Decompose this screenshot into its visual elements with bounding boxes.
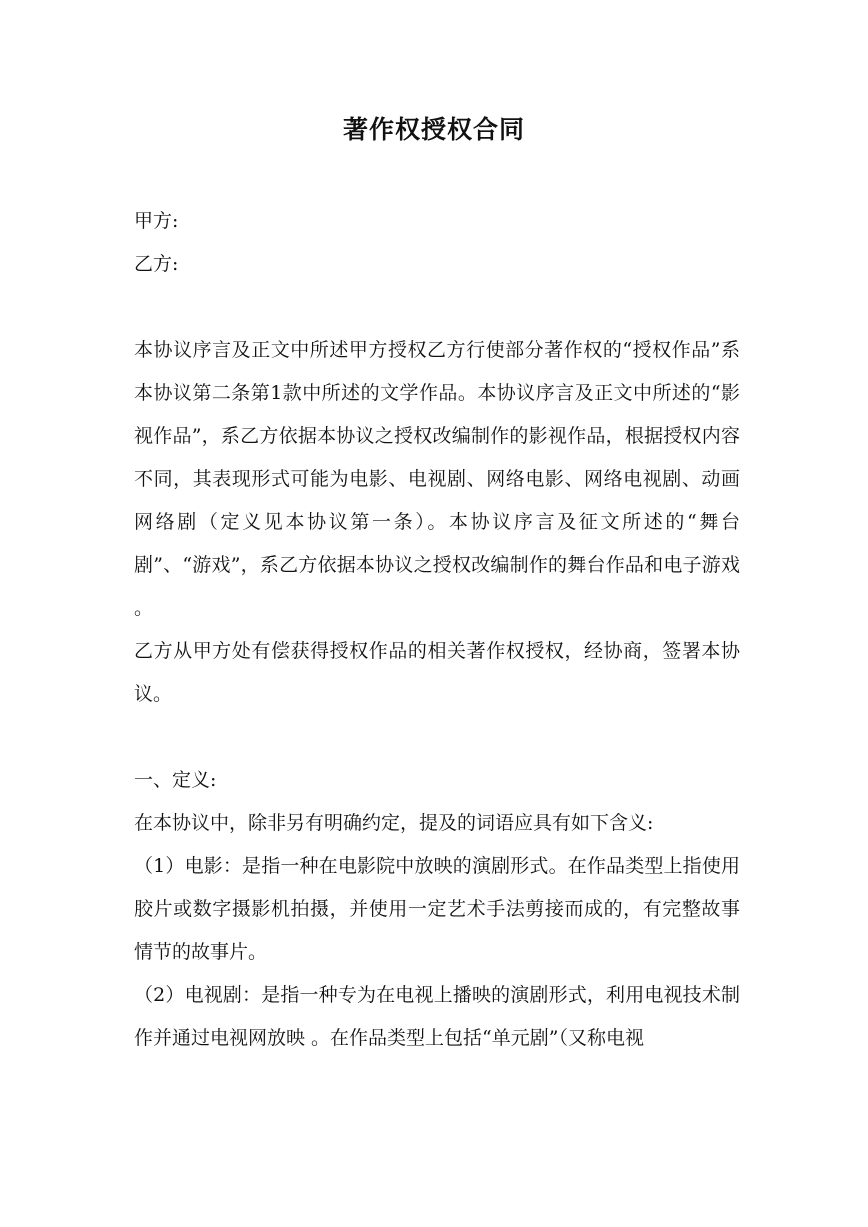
section-1-intro: 在本协议中，除非另有明确约定，提及的词语应具有如下含义: bbox=[134, 812, 654, 834]
party-a-label: 甲方: bbox=[134, 210, 179, 232]
definition-tv-series: （2）电视剧：是指一种专为在电视上播映的演剧形式，利用电视技术制作并通过电视网放映 。在作品类型上包括“单元剧”（又称电视 bbox=[134, 984, 740, 1049]
document-body bbox=[134, 200, 740, 1060]
section-1-heading: 一、定义: bbox=[134, 769, 217, 791]
blank-line bbox=[134, 286, 740, 329]
party-b-label: 乙方: bbox=[134, 253, 179, 275]
blank-line bbox=[134, 716, 740, 759]
preamble-paragraph: 本协议序言及正文中所述甲方授权乙方行使部分著作权的“授权作品”系本协议第二条第1款中所述的文学作品。本协议序言及正文中所述的“影视作品”，系乙方依据本协议之授权改编制作的影视作品，根据授权内容不同，其表现形式可能为电影、电视剧、网络电影、网络电视剧、动画网络剧（定义见本协议第一条）。本协议序言及征文所述的“舞台剧”、“游戏”，系乙方依据本协议之授权改编制作的舞台作品和电子游戏 。 bbox=[134, 339, 740, 619]
document-title: 著作权授权合同 bbox=[342, 115, 525, 144]
definition-film: （1）电影：是指一种在电影院中放映的演剧形式。在作品类型上指使用胶片或数字摄影机拍摄，并使用一定艺术手法剪接而成的，有完整故事情节的故事片。 bbox=[134, 855, 740, 963]
consideration-paragraph: 乙方从甲方处有偿获得授权作品的相关著作权授权，经协商，签署本协议。 bbox=[134, 640, 740, 705]
